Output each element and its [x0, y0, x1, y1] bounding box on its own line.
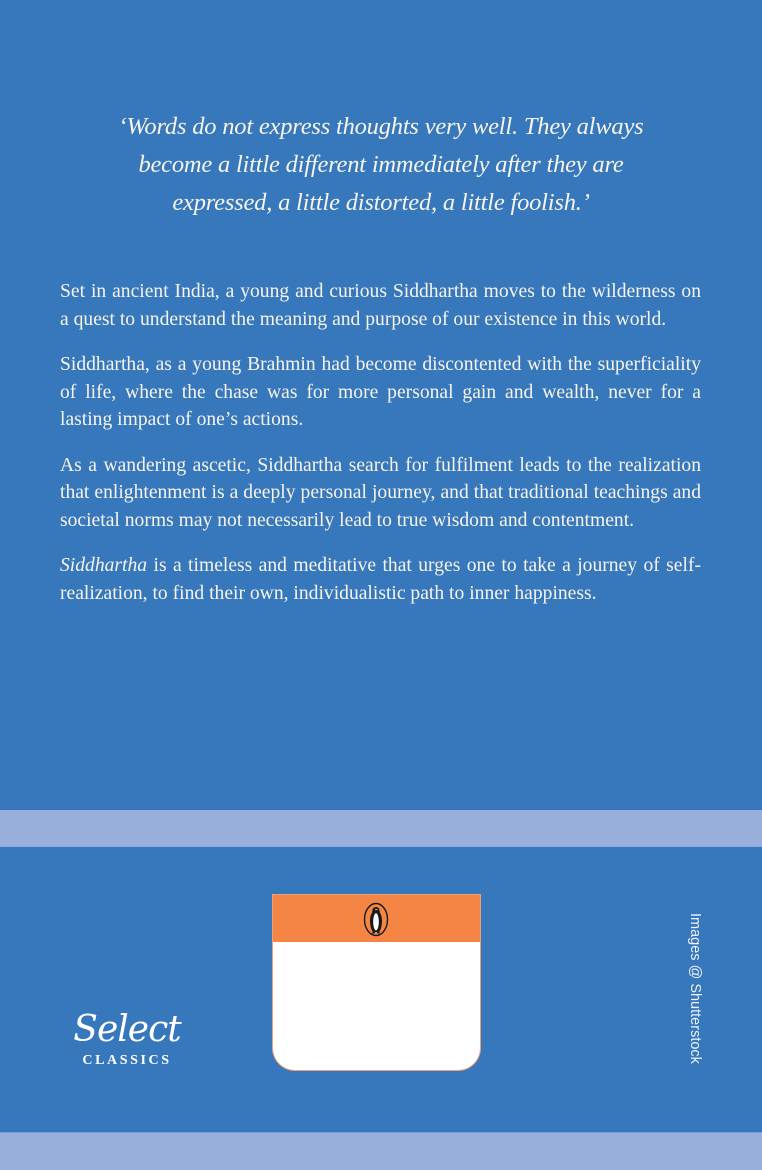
logo-orange-band [273, 895, 480, 942]
series-caps-word: CLASSICS [82, 1053, 172, 1068]
blurb-paragraph: As a wandering ascetic, Siddhartha search for fulfilment leads to the realization that enlightenment is a deeply personal journey, and that traditional teachings and societal norms may not necessarily lead to true wisdom and contentment. [60, 454, 701, 531]
image-credit [687, 913, 704, 1064]
image-credit-text: Images @ Shutterstock [687, 913, 703, 1064]
series-brand-logo [72, 1010, 182, 1069]
book-title-italic: Siddhartha [60, 555, 148, 576]
epigraph-quote [60, 108, 702, 222]
series-script-word: Select [73, 1009, 181, 1050]
quote-line: ‘Words do not express thoughts very well. They always [118, 113, 644, 140]
blurb-paragraph [60, 552, 701, 607]
decorative-band-top [0, 810, 762, 847]
quote-line: become a little different immediately after they are [138, 151, 624, 178]
blurb-paragraph: Set in ancient India, a young and curious Siddhartha moves to the wilderness on a quest to understand the meaning and purpose of our existence in this world. [60, 281, 701, 330]
book-blurb [60, 278, 701, 625]
publisher-logo-box [273, 895, 480, 1070]
quote-line: expressed, a little distorted, a little foolish.’ [172, 189, 590, 216]
blurb-paragraph-text: is a timeless and meditative that urges one to take a journey of self-realization, to find their own, individualistic path to inner happiness. [60, 555, 701, 604]
blurb-paragraph: Siddhartha, as a young Brahmin had become discontented with the superficiality of life, where the chase was for more personal gain and wealth, never for a lasting impact of one’s actions. [60, 354, 701, 430]
decorative-band-bottom [0, 1132, 762, 1170]
penguin-icon [363, 902, 389, 937]
